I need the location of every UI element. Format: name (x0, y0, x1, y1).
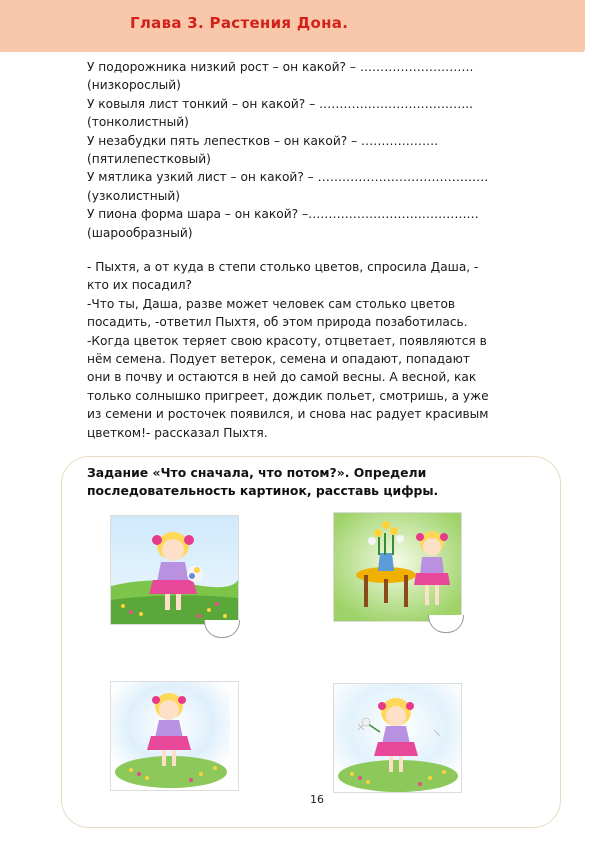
story-line: они в почву и остаются в ней до самой весны. А весной, как (87, 370, 477, 385)
qa-line: У пиона форма шара – он какой? –…………………………………… (87, 207, 479, 222)
qa-line: У незабудки пять лепестков – он какой? – ………………. (87, 133, 439, 148)
picture-girl-bouquet (110, 515, 239, 625)
qa-line: У ковыля лист тонкий – он какой? – ……………………………….. (87, 96, 474, 111)
chapter-title: Глава 3. Растения Дона. (130, 14, 349, 32)
story-line: нём семена. Подует ветерок, семена и опадают, попадают (87, 352, 470, 367)
story-line: цветком!- рассказал Пыхтя. (87, 425, 268, 440)
qa-line: (низкорослый) (87, 78, 181, 93)
task-text (87, 464, 547, 500)
picture-girl-picking (110, 681, 239, 791)
qa-line: У подорожника низкий рост – он какой? – ………………………. (87, 60, 474, 74)
qa-line: (тонколистный) (87, 115, 189, 130)
story-line: -Что ты, Даша, разве может человек сам столько цветов (87, 296, 456, 311)
girl-bouquet-icon (111, 516, 238, 624)
picture-girl-seeds (333, 683, 462, 793)
qa-line: (узколистный) (87, 188, 181, 203)
qa-block (87, 58, 557, 242)
story-block (87, 258, 557, 442)
story-line: - Пыхтя, а от куда в степи столько цветов, спросила Даша, - (87, 260, 479, 274)
story-line: кто их посадил? (87, 278, 192, 293)
page-number: 16 (310, 793, 324, 806)
qa-line: У мятлика узкий лист – он какой? – …………………………………… (87, 170, 489, 185)
picture-girl-vase-table (333, 512, 462, 622)
task-line: Задание «Что сначала, что потом?». Определи (87, 465, 427, 480)
story-line: только солнышко пригреет, дождик польет, смотришь, а уже (87, 388, 489, 403)
girl-vase-table-icon (334, 513, 461, 621)
girl-seeds-icon (334, 684, 461, 792)
story-line: из семени и росточек появился, и снова нас радует красивым (87, 407, 489, 422)
qa-line: (пятилепестковый) (87, 152, 211, 167)
girl-picking-icon (111, 682, 230, 788)
story-line: посадить, -ответил Пыхтя, об этом природа позаботилась. (87, 315, 468, 330)
story-line: -Когда цветок теряет свою красоту, отцветает, появляются в (87, 333, 487, 348)
qa-line: (шарообразный) (87, 225, 193, 240)
task-line: последовательность картинок, расставь цифры. (87, 483, 439, 498)
